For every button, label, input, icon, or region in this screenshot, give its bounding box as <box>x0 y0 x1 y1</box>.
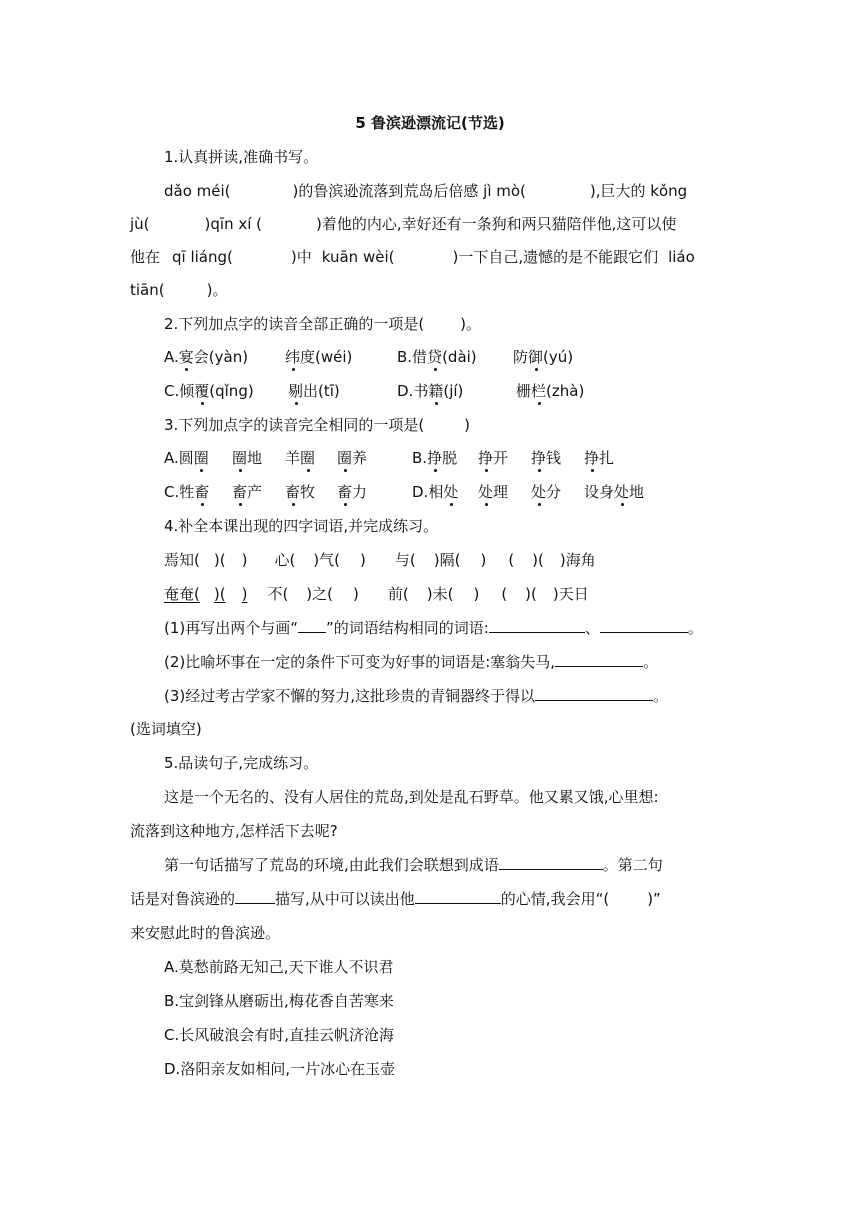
q3-option-d-word: 设身处地 <box>584 483 645 501</box>
q3-option-d-word: 处理 <box>478 483 509 501</box>
q2-option-c-2: 剔出(tī) <box>288 382 340 400</box>
q4-heading: 4.补全本课出现的四字词语,并完成练习。 <box>164 517 439 535</box>
q3-option-a-word: 羊圈 <box>285 449 316 467</box>
q3-option-b-word: 挣扎 <box>584 449 615 467</box>
q1-text: )的鲁滨逊流落到荒岛后倍感 jì mò( <box>292 182 526 200</box>
q3-option-c-word: 畜力 <box>337 483 368 501</box>
q1-text: )。 <box>206 281 228 299</box>
q5-idiom-blank[interactable] <box>499 854 603 870</box>
q4-answer-blank-1[interactable] <box>489 617 585 633</box>
q4-answer-blank-3[interactable] <box>555 651 643 667</box>
q1-text: qī liáng( <box>172 248 233 266</box>
q5-option-a[interactable]: A.莫愁前路无知己,天下谁人不识君 <box>164 958 394 976</box>
q1-line-4 <box>130 279 227 301</box>
q1-line-2 <box>130 213 730 235</box>
q5-option-b[interactable]: B.宝剑锋从磨砺出,梅花香自苦寒来 <box>164 992 394 1010</box>
q1-text: )一下自己,遗憾的是不能跟它们 <box>452 248 659 266</box>
q2-option-a: A.宴会(yàn) <box>164 348 249 366</box>
q5-mood-blank[interactable] <box>415 888 501 904</box>
q3-option-c-word: 畜牧 <box>285 483 316 501</box>
q4-sub-3: (3)经过考古学家不懈的努力,这批珍贵的青铜器终于得以 。 <box>164 687 669 705</box>
q5-option-c[interactable]: C.长风破浪会有时,直挂云帆济沧海 <box>164 1026 395 1044</box>
q1-text: kuān wèi( <box>321 248 395 266</box>
q4-answer-blank-2[interactable] <box>600 617 688 633</box>
q2-option-c: C.倾覆(qǐng) <box>164 382 254 400</box>
page-title: 5 鲁滨逊漂流记(节选) <box>355 114 505 132</box>
q1-text: dǎo méi( <box>164 182 231 200</box>
q1-text: )着他的内心,幸好还有一条狗和两只猫陪伴他,这可以使 <box>316 215 677 233</box>
q5-question-line-3: 来安慰此时的鲁滨逊。 <box>130 924 281 942</box>
q1-text: jù( <box>130 215 150 233</box>
q2-option-d: D.书籍(jí) <box>397 382 464 400</box>
q4-answer-blank-4[interactable] <box>535 685 653 701</box>
q1-line-1 <box>164 180 730 202</box>
q2-option-a-2: 纬度(wéi) <box>285 348 353 366</box>
q5-question-line-2: 话是对鲁滨逊的 描写,从中可以读出他 的心情,我会用“( )” <box>130 890 661 908</box>
q4-sub-2: (2)比喻坏事在一定的条件下可变为好事的词语是:塞翁失马, 。 <box>164 653 659 671</box>
q3-option-d-word: 处分 <box>531 483 562 501</box>
q4-sub-1: (1)再写出两个与画“ ”的词语结构相同的词语: 、 。 <box>164 619 703 637</box>
q2-option-b: B.借贷(dài) <box>397 348 477 366</box>
q1-text: 他在 <box>130 248 161 266</box>
q5-description-blank[interactable] <box>235 888 275 904</box>
q1-text: ),巨大的 kǒng <box>589 182 688 200</box>
q3-option-d: D.相处 <box>412 483 459 501</box>
q3-option-b-word: 挣开 <box>478 449 509 467</box>
q4-idiom-row-2: 奄奄( )( ) 不( )之( ) 前( )未( ) ( )( )天日 <box>164 585 589 603</box>
q3-option-c: C.牲畜 <box>164 483 210 501</box>
q3-option-c-word: 畜产 <box>232 483 263 501</box>
q1-text: tiān( <box>130 281 165 299</box>
q5-passage-line-2: 流落到这种地方,怎样活下去呢? <box>130 822 338 840</box>
q3-option-b-word: 挣钱 <box>531 449 562 467</box>
q5-question-line-1: 第一句话描写了荒岛的环境,由此我们会联想到成语 。第二句 <box>164 856 663 874</box>
q3-option-a: A.圆圈 <box>164 449 209 467</box>
q3-option-a-word: 圈地 <box>232 449 263 467</box>
q2-option-d-2: 栅栏(zhà) <box>516 382 585 400</box>
q3-option-b: B.挣脱 <box>412 449 458 467</box>
q2-option-b-2: 防御(yú) <box>513 348 574 366</box>
q5-heading: 5.品读句子,完成练习。 <box>164 754 319 772</box>
q5-option-d[interactable]: D.洛阳亲友如相问,一片冰心在玉壶 <box>164 1060 396 1078</box>
q1-text: )qīn xí ( <box>204 215 263 233</box>
q4-sub-3-note: (选词填空) <box>130 720 202 738</box>
underline-sample <box>298 617 326 633</box>
q3-option-a-word: 圈养 <box>337 449 368 467</box>
q1-heading: 1.认真拼读,准确书写。 <box>164 148 319 166</box>
q1-text: )中 <box>290 248 312 266</box>
q1-text: liáo <box>668 248 695 266</box>
q4-idiom-row-1: 焉知( )( ) 心( )气( ) 与( )隔( ) ( )( )海角 <box>164 551 596 569</box>
q2-heading: 2.下列加点字的读音全部正确的一项是( )。 <box>164 315 482 333</box>
q5-passage-line-1: 这是一个无名的、没有人居住的荒岛,到处是乱石野草。他又累又饿,心里想: <box>164 788 659 806</box>
q1-line-3 <box>130 246 730 268</box>
underlined-idiom: 奄奄( )( ) <box>164 585 248 603</box>
q3-heading: 3.下列加点字的读音完全相同的一项是( ) <box>164 416 471 434</box>
